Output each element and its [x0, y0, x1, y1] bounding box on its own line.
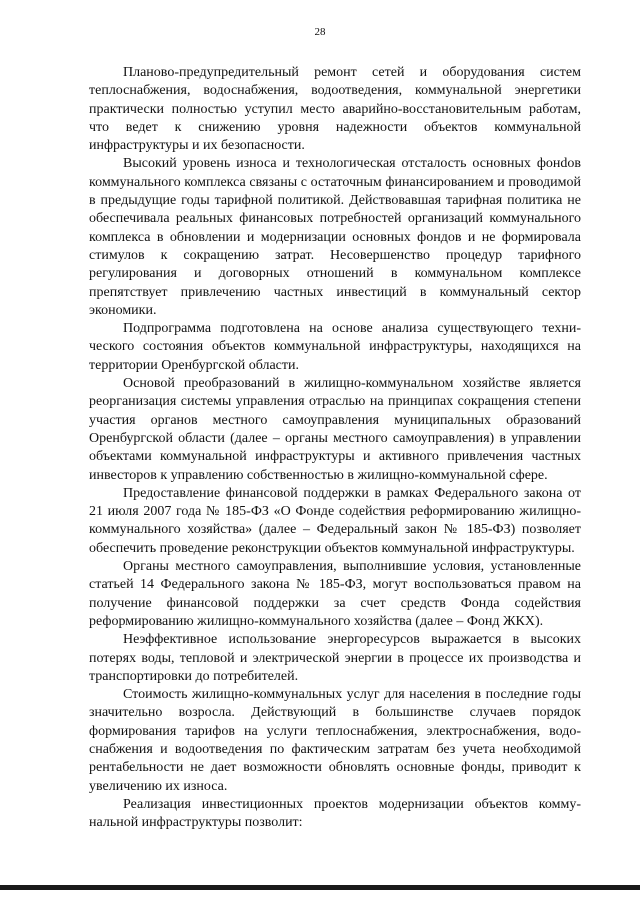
paragraph-service-costs: Стоимость жилищно-коммунальных услуг для населения в последние годы значительно возросла. Действующий в большинстве случаев порядок формирования тарифов на услуги теплоснабжения, электроснабжения, водоснабжения и водоотведения по фактическим затратам без учета необходимой рентабельности не дает возможности обновлять основные фонды, приводит к увеличению их износа.: [89, 687, 581, 794]
document-body: [89, 64, 581, 832]
paragraph-maintenance: Планово-предупредительный ремонт сетей и оборудования систем теплоснабжения, водоснабжения, водоотведения, коммунальной энергетики практически полностью уступил место аварийно-восстановительным работам, что ведет к снижению уровня надежности объектов коммунальной инфраструктуры и их безопасности.: [89, 65, 581, 154]
paragraph-wear-and-tariffs: Высокий уровень износа и технологическая отсталость основных фонdов коммунального комплекса связаны с остаточным финансированием и проводимой в предыдущие годы тарифной политикой. Действовавшая тарифная политика не обеспечивала реальных финансовых потребностей организаций коммунального комплекса в обновлении и модернизации основных фондов и не формировала стимулов к сокращению затрат. Несовершенство процедур тарифного регулирования и договорных отношений в коммунальном комплексе препятствует привлечению частных инвестиций в коммунальный сектор экономики.: [89, 156, 581, 318]
paragraph-energy-losses: Неэффективное использование энергоресурсов выражается в высоких потерях воды, тепловой и электрической энергии в процессе их производства и транспортировки до потребителей.: [89, 632, 581, 684]
page-number: 28: [314, 26, 326, 38]
paragraph-federal-support: Предоставление финансовой поддержки в рамках Федерального закона от 21 июля 2007 года № 185-ФЗ «О Фонде содействия реформированию жилищно-коммунального хозяйства» (далее – Федеральный закон № 185-ФЗ) позволяет обеспечить проведение реконструкции объектов коммунальной инфраструктуры.: [89, 485, 581, 556]
paragraph-subprogram-basis: Подпрограмма подготовлена на основе анализа существующего технического состояния объектов коммунальной инфраструктуры, находящихся на территории Оренбургской области.: [89, 321, 581, 373]
paragraph-local-government: Органы местного самоуправления, выполнившие условия, установленные статьей 14 Федерального закона № 185-ФЗ, могут воспользоваться правом на получение финансовой поддержки за счет средств Фонда содействия реформированию жилищно-коммунального хозяйства (далее – Фонд ЖКХ).: [89, 559, 581, 629]
paragraph-reform-basis: Основой преобразований в жилищно-коммунальном хозяйстве является реорганизация системы управления отраслью на принципах сокращения степени участия органов местного самоуправления муниципальных образований Оренбургской области (далее – органы местного самоуправления) в управлении объектами коммунальной инфраструктуры и активного привлечения частных инвесторов к управлению собственностью в жилищно-коммунальной сфере.: [89, 376, 581, 483]
bottom-scan-border: [0, 885, 640, 890]
paragraph-investment-projects: Реализация инвестиционных проектов модернизации объектов коммунальной инфраструктуры позволит:: [89, 796, 581, 831]
